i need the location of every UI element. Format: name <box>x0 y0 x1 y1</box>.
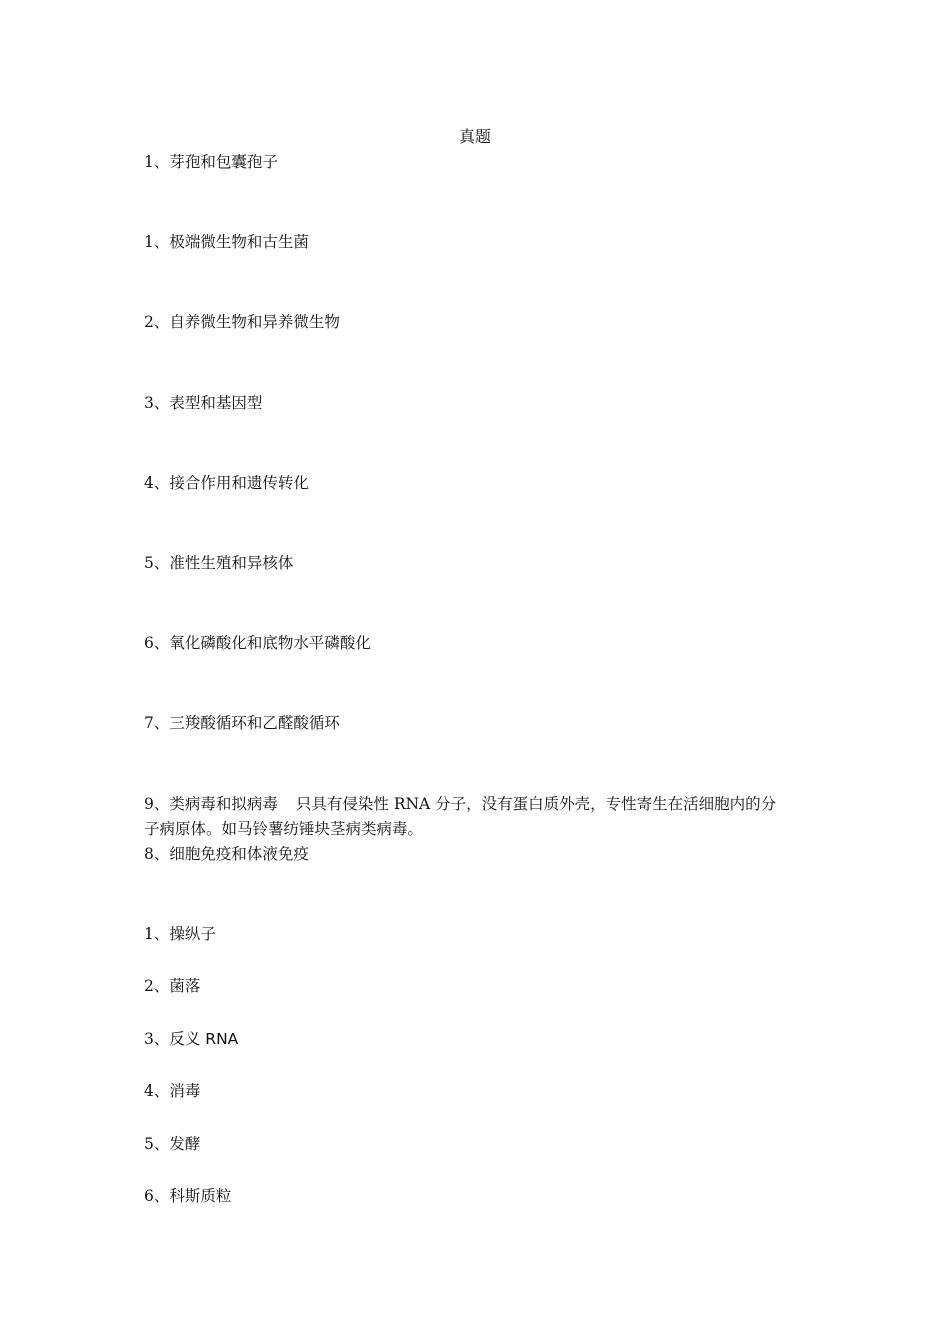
item-number: 3、 <box>144 1030 170 1048</box>
list-item <box>144 711 814 735</box>
item-text: 操纵子 <box>169 925 216 943</box>
list-item <box>144 230 814 254</box>
item-number: 1、 <box>144 153 170 171</box>
list-item <box>144 310 814 334</box>
item-number: 5、 <box>144 554 170 572</box>
item-text: 消毒 <box>169 1082 201 1100</box>
list-item <box>144 1132 814 1156</box>
list-item <box>144 922 814 946</box>
item-text: 芽孢和包囊孢子 <box>169 153 278 171</box>
item-number: 5、 <box>144 1135 170 1153</box>
item-text: 接合作用和遗传转化 <box>169 474 309 492</box>
item-term: 类病毒和拟病毒 <box>169 795 278 813</box>
item-number: 3、 <box>144 394 170 412</box>
list-item <box>144 1184 814 1208</box>
item-number: 4、 <box>144 1082 170 1100</box>
item-text: 科斯质粒 <box>169 1187 232 1205</box>
item-text: 准性生殖和异核体 <box>169 554 294 572</box>
item-number: 9、 <box>144 795 170 813</box>
list-item <box>144 974 814 998</box>
item-number: 6、 <box>144 634 170 652</box>
list-item <box>144 631 814 655</box>
page-title: 真题 <box>458 127 491 146</box>
item-number: 8、 <box>144 845 170 863</box>
item-text: 菌落 <box>169 977 201 995</box>
list-item <box>144 391 814 415</box>
item-text: 氧化磷酸化和底物水平磷酸化 <box>169 634 371 652</box>
item-text: 表型和基因型 <box>169 394 263 412</box>
list-item <box>144 551 814 575</box>
item-number: 2、 <box>144 313 170 331</box>
item-text: 反义 RNA <box>169 1030 239 1048</box>
list-item <box>144 150 814 174</box>
item-text: 细胞免疫和体液免疫 <box>169 845 309 863</box>
item-number: 6、 <box>144 1187 170 1205</box>
definition-second-line <box>144 817 814 842</box>
item-text: 三羧酸循环和乙醛酸循环 <box>169 714 340 732</box>
item-number: 2、 <box>144 977 170 995</box>
list-item <box>144 471 814 495</box>
definition-first-line <box>144 792 814 817</box>
item-number: 1、 <box>144 233 170 251</box>
item-number: 4、 <box>144 474 170 492</box>
item-description-continued: 子病原体。如马铃薯纺锤块茎病类病毒。 <box>144 820 424 838</box>
definition-item <box>144 792 814 842</box>
item-text: 发酵 <box>169 1135 201 1153</box>
item-description: 只具有侵染性 RNA 分子，没有蛋白质外壳，专性寄生在活细胞内的分 <box>295 795 777 813</box>
item-text: 自养微生物和异养微生物 <box>169 313 340 331</box>
list-item <box>144 1079 814 1103</box>
item-number: 7、 <box>144 714 170 732</box>
list-item <box>144 842 814 866</box>
item-number: 1、 <box>144 925 170 943</box>
list-item <box>144 1027 814 1051</box>
item-text: 极端微生物和古生菌 <box>169 233 309 251</box>
